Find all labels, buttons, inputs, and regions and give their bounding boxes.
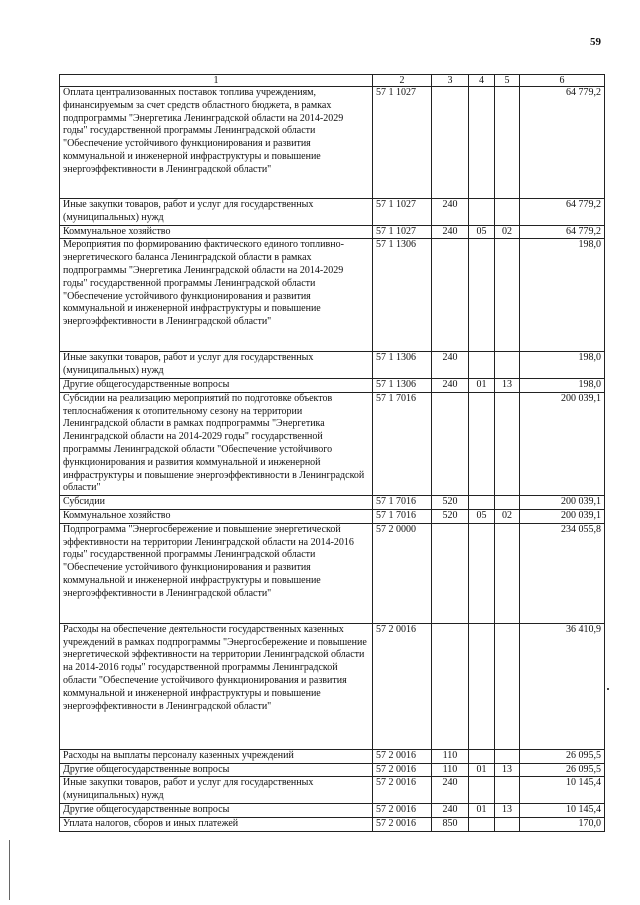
row-section: 01 xyxy=(469,378,495,392)
row-subsection: 02 xyxy=(495,225,520,239)
table-row xyxy=(60,509,605,523)
row-subsection: 13 xyxy=(495,763,520,777)
row-expense-type xyxy=(432,392,469,495)
row-expense-type: 240 xyxy=(432,199,469,226)
row-section: 01 xyxy=(469,763,495,777)
row-expense-type: 240 xyxy=(432,352,469,379)
row-expense-type xyxy=(432,623,469,749)
row-code: 57 1 7016 xyxy=(373,496,432,510)
row-subsection xyxy=(495,777,520,804)
row-code: 57 2 0016 xyxy=(373,623,432,749)
row-section xyxy=(469,87,495,199)
row-description: Другие общегосударственные вопросы xyxy=(60,378,373,392)
table-row xyxy=(60,392,605,495)
row-section xyxy=(469,817,495,831)
row-code: 57 2 0000 xyxy=(373,523,432,623)
row-expense-type: 240 xyxy=(432,777,469,804)
header-cell-3: 3 xyxy=(432,75,469,87)
row-amount: 64 779,2 xyxy=(520,199,605,226)
row-amount: 198,0 xyxy=(520,239,605,352)
row-expense-type: 240 xyxy=(432,378,469,392)
row-subsection: 02 xyxy=(495,509,520,523)
table-row xyxy=(60,623,605,749)
header-cell-5: 5 xyxy=(495,75,520,87)
header-cell-2: 2 xyxy=(373,75,432,87)
row-expense-type: 240 xyxy=(432,803,469,817)
row-section: 01 xyxy=(469,803,495,817)
row-description: Уплата налогов, сборов и иных платежей xyxy=(60,817,373,831)
row-description: Субсидии на реализацию мероприятий по подготовке объектов теплоснабжения к отопительному сезону на территории Ленинградской области в рамках подпрограммы "Энергетика Ленинградской области на 2014-2029 годы" государственной программы Ленинградской области "Обеспечение устойчивого функционирования и развития коммунальной и инженерной инфраструктуры и повышение энергоэффективности в Ленинградской области" xyxy=(60,392,373,495)
row-amount: 64 779,2 xyxy=(520,225,605,239)
row-amount: 10 145,4 xyxy=(520,777,605,804)
row-subsection xyxy=(495,199,520,226)
table-row xyxy=(60,378,605,392)
row-section xyxy=(469,239,495,352)
table-row xyxy=(60,749,605,763)
row-expense-type: 110 xyxy=(432,749,469,763)
table-row xyxy=(60,777,605,804)
row-code: 57 1 1306 xyxy=(373,239,432,352)
row-subsection xyxy=(495,239,520,352)
row-description: Иные закупки товаров, работ и услуг для государственных (муниципальных) нужд xyxy=(60,352,373,379)
row-amount: 10 145,4 xyxy=(520,803,605,817)
page-edge-line xyxy=(9,840,10,900)
row-description: Иные закупки товаров, работ и услуг для государственных (муниципальных) нужд xyxy=(60,777,373,804)
table-row xyxy=(60,763,605,777)
row-section: 05 xyxy=(469,225,495,239)
row-amount: 36 410,9 xyxy=(520,623,605,749)
row-amount: 198,0 xyxy=(520,378,605,392)
row-code: 57 2 0016 xyxy=(373,763,432,777)
row-description: Иные закупки товаров, работ и услуг для государственных (муниципальных) нужд xyxy=(60,199,373,226)
table-row xyxy=(60,239,605,352)
row-expense-type: 520 xyxy=(432,509,469,523)
table-row xyxy=(60,496,605,510)
row-subsection xyxy=(495,523,520,623)
row-description: Другие общегосударственные вопросы xyxy=(60,763,373,777)
row-section xyxy=(469,777,495,804)
row-description: Субсидии xyxy=(60,496,373,510)
header-cell-4: 4 xyxy=(469,75,495,87)
row-amount: 200 039,1 xyxy=(520,509,605,523)
row-code: 57 1 1306 xyxy=(373,378,432,392)
row-section xyxy=(469,392,495,495)
row-subsection xyxy=(495,817,520,831)
row-description: Оплата централизованных поставок топлива учреждениям, финансируемым за счет средств областного бюджета, в рамках подпрограммы "Энергетика Ленинградской области на 2014-2029 годы" государственной программы Ленинградской области "Обеспечение устойчивого функционирования и развития коммунальной и инженерной инфраструктуры и повышение энергоэффективности в Ленинградской области" xyxy=(60,87,373,199)
row-section xyxy=(469,523,495,623)
row-description: Мероприятия по формированию фактического единого топливно-энергетического баланса Ленинградской области в рамках подпрограммы "Энергетика Ленинградской области на 2014-2029 годы" государственной программы Ленинградской области "Обеспечение устойчивого функционирования и развития коммунальной и инженерной инфраструктуры и повышение энергоэффективности в Ленинградской области" xyxy=(60,239,373,352)
row-subsection: 13 xyxy=(495,378,520,392)
row-subsection xyxy=(495,87,520,199)
row-code: 57 1 1306 xyxy=(373,352,432,379)
row-subsection xyxy=(495,496,520,510)
row-subsection xyxy=(495,623,520,749)
table-row xyxy=(60,523,605,623)
table-row xyxy=(60,225,605,239)
header-row xyxy=(60,75,605,87)
row-section: 05 xyxy=(469,509,495,523)
row-amount: 200 039,1 xyxy=(520,392,605,495)
row-description: Другие общегосударственные вопросы xyxy=(60,803,373,817)
row-code: 57 2 0016 xyxy=(373,803,432,817)
table-row xyxy=(60,803,605,817)
scan-speck xyxy=(607,688,609,690)
table-row xyxy=(60,199,605,226)
row-code: 57 1 1027 xyxy=(373,199,432,226)
row-expense-type: 110 xyxy=(432,763,469,777)
table-row xyxy=(60,352,605,379)
row-subsection xyxy=(495,392,520,495)
row-subsection xyxy=(495,352,520,379)
row-description: Коммунальное хозяйство xyxy=(60,225,373,239)
header-cell-1: 1 xyxy=(60,75,373,87)
row-section xyxy=(469,199,495,226)
row-subsection: 13 xyxy=(495,803,520,817)
row-amount: 170,0 xyxy=(520,817,605,831)
row-amount: 200 039,1 xyxy=(520,496,605,510)
row-amount: 234 055,8 xyxy=(520,523,605,623)
row-description: Расходы на выплаты персоналу казенных учреждений xyxy=(60,749,373,763)
row-code: 57 1 7016 xyxy=(373,509,432,523)
row-amount: 198,0 xyxy=(520,352,605,379)
row-subsection xyxy=(495,749,520,763)
row-section xyxy=(469,623,495,749)
row-code: 57 2 0016 xyxy=(373,777,432,804)
row-section xyxy=(469,496,495,510)
row-amount: 64 779,2 xyxy=(520,87,605,199)
row-amount: 26 095,5 xyxy=(520,749,605,763)
row-code: 57 2 0016 xyxy=(373,817,432,831)
table-row xyxy=(60,87,605,199)
row-code: 57 1 1027 xyxy=(373,87,432,199)
table-row xyxy=(60,817,605,831)
row-amount: 26 095,5 xyxy=(520,763,605,777)
row-code: 57 1 1027 xyxy=(373,225,432,239)
row-section xyxy=(469,749,495,763)
row-expense-type: 520 xyxy=(432,496,469,510)
header-cell-6: 6 xyxy=(520,75,605,87)
row-section xyxy=(469,352,495,379)
row-description: Подпрограмма "Энергосбережение и повышение энергетической эффективности на территории Ленинградской области на 2014-2016 годы" государственной программы Ленинградской области "Обеспечение устойчивого функционирования и развития коммунальной и инженерной инфраструктуры и повышение энергоэффективности в Ленинградской области" xyxy=(60,523,373,623)
row-description: Коммунальное хозяйство xyxy=(60,509,373,523)
row-code: 57 1 7016 xyxy=(373,392,432,495)
row-description: Расходы на обеспечение деятельности государственных казенных учреждений в рамках подпрограммы "Энергосбережение и повышение энергетической эффективности на территории Ленинградской области на 2014-2016 годы" государственной программы Ленинградской области "Обеспечение устойчивого функционирования и развития коммунальной и инженерной инфраструктуры и повышение энергоэффективности в Ленинградской области" xyxy=(60,623,373,749)
row-code: 57 2 0016 xyxy=(373,749,432,763)
budget-table xyxy=(59,74,605,832)
page-number: 59 xyxy=(590,36,601,48)
row-expense-type xyxy=(432,523,469,623)
row-expense-type: 850 xyxy=(432,817,469,831)
row-expense-type: 240 xyxy=(432,225,469,239)
row-expense-type xyxy=(432,87,469,199)
row-expense-type xyxy=(432,239,469,352)
